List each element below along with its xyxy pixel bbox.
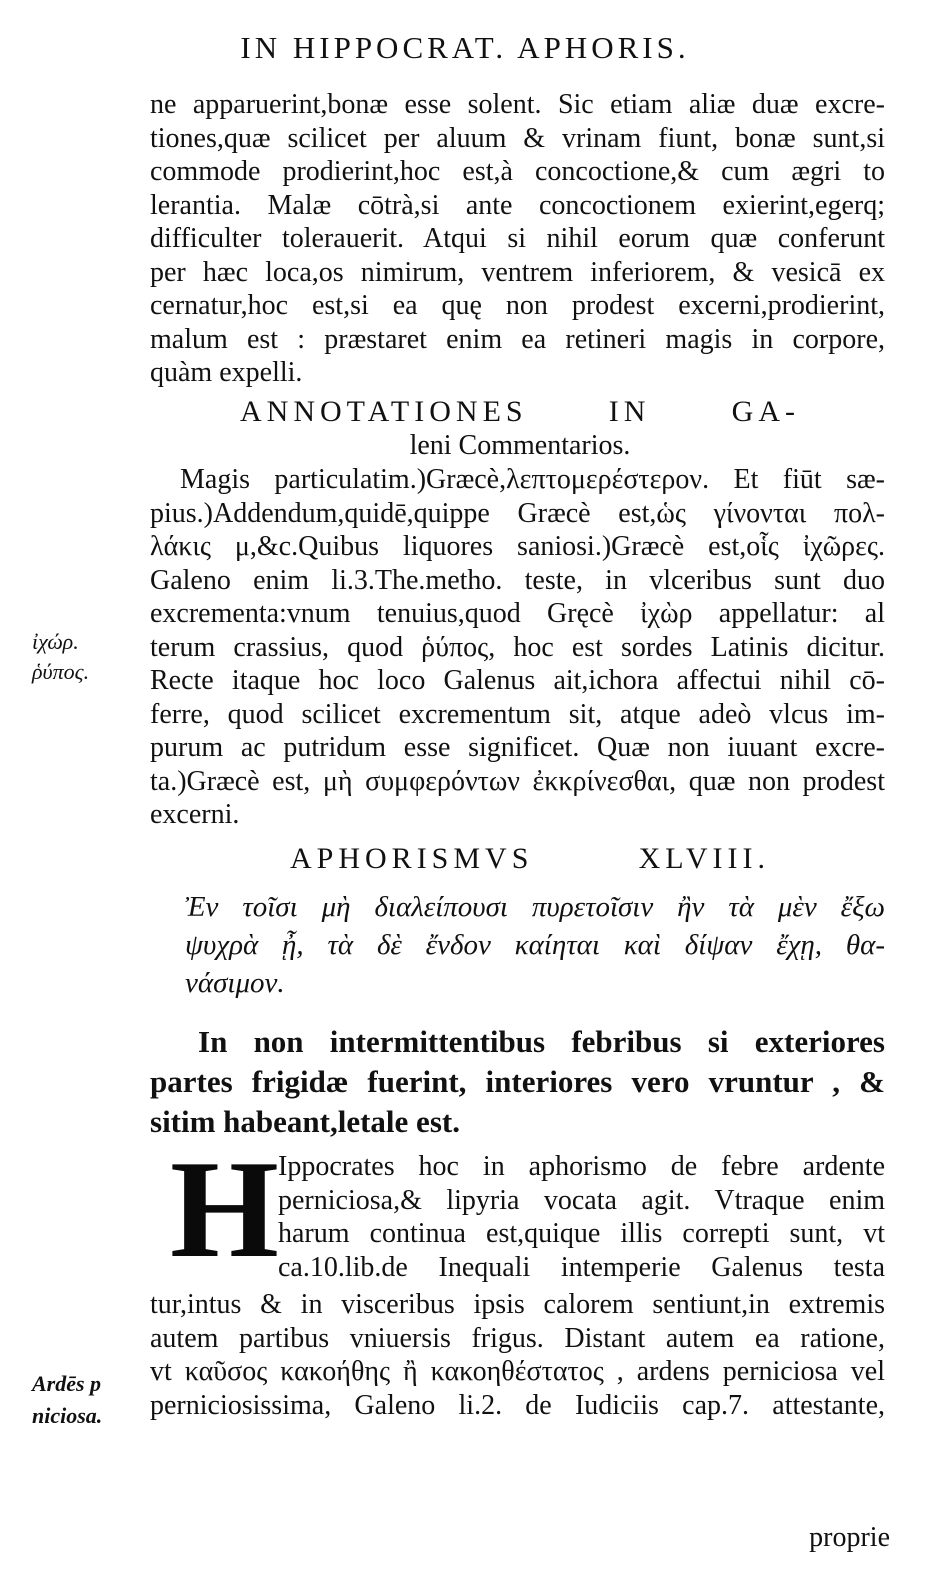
text-line: perniciosa,& lipyria vocata agit. Vtraque enim [278, 1184, 885, 1216]
marginal-note: niciosa. [32, 1403, 103, 1428]
commentary-paragraph [150, 1288, 885, 1422]
text-line: ferre, quod scilicet excrementum sit, atque adeò vlcus im- [150, 698, 885, 730]
text-line: Recte itaque hoc loco Galenus ait,ichora affectui nihil cō- [150, 665, 885, 696]
running-head: IN HIPPOCRAT. APHORIS. [240, 30, 690, 65]
latin-line: In non intermittentibus febribus si exteriores [198, 1024, 885, 1059]
text-line: lerantia. Malæ cōtrà,si ante concoctionem exierint,egerq; [150, 189, 885, 221]
greek-line: ψυχρὰ ᾖ, τὰ δὲ ἔνδον καίηται καὶ δίψαν ἔχῃ, θα- [185, 929, 885, 961]
text-line: purum ac putridum esse significet. Quæ non iuuant excre- [150, 732, 885, 763]
catchword: proprie [809, 1522, 890, 1553]
text-line: malum est : præstaret enim ea retineri magis in corpore, [150, 323, 885, 355]
aphorism-heading-block [290, 842, 770, 876]
text-line: difficulter tolerauerit. Atqui si nihil eorum quæ conferunt [150, 223, 885, 254]
text-line: tiones,quæ scilicet per aluum & vrinam fiunt, bonæ sunt,si [150, 122, 885, 154]
text-line: ne apparuerint,bonæ esse solent. Sic etiam aliæ duæ excre- [150, 89, 885, 120]
text-line: quàm expelli. [150, 357, 303, 388]
section-heading: ANNOTATIONES IN GA- [240, 395, 800, 428]
text-line: autem partibus vniuersis frigus. Distant autem ea ratione, [150, 1322, 885, 1354]
drop-cap-initial: H [170, 1132, 279, 1287]
text-line: ca.10.lib.de Inequali intemperie Galenus testa [278, 1251, 885, 1283]
marginal-note: ἰχώρ. [32, 629, 79, 654]
text-line: pius.)Addendum,quidē,quippe Græcè est,ὡς γίνονται πολ- [150, 497, 885, 529]
text-line: Galeno enim li.3.The.metho. teste, in vlceribus sunt duo [150, 564, 885, 596]
latin-line: partes frigidæ fuerint, interiores vero vruntur , & [150, 1064, 885, 1099]
text-line: commode prodierint,hoc est,à concoctione,& cum ægri to [150, 156, 885, 187]
text-line: tur,intus & in visceribus ipsis calorem sentiunt,in extremis [150, 1289, 885, 1320]
annotations-heading [240, 395, 800, 462]
text-line: harum continua est,quique illis correpti sunt, vt [278, 1218, 885, 1249]
text-line: excerni. [150, 799, 240, 830]
commentary-indented [278, 1150, 885, 1284]
latin-aphorism [150, 1022, 885, 1142]
section-subheading: leni Commentarios. [409, 429, 631, 461]
text-line: terum crassius, quod ῥύπος, hoc est sordes Latinis dicitur. [150, 631, 885, 663]
body-paragraph [150, 88, 885, 390]
text-line: Magis particulatim.)Græcè,λεπτομερέστερον. Et fiūt sæ- [180, 464, 885, 495]
text-line: per hæc loca,os nimirum, ventrem inferiorem, & vesicā ex [150, 256, 885, 288]
greek-line: νάσιμον. [185, 967, 285, 999]
greek-aphorism [185, 888, 885, 1002]
text-line: perniciosissima, Galeno li.2. de Iudiciis cap.7. attestante, [150, 1389, 885, 1421]
text-line: λάκις μ,&c.Quibus liquores saniosi.)Græcè est,οἷς ἰχῶρες. [150, 531, 885, 562]
text-line: ta.)Græcè est, μὴ συμφερόντων ἐκκρίνεσθαι, quæ non prodest [150, 765, 885, 797]
annotations-paragraph [150, 463, 885, 832]
greek-line: Ἐν τοῖσι μὴ διαλείπουσι πυρετοῖσιν ἢν τὰ μὲν ἔξω [185, 891, 885, 923]
text-line: cernatur,hoc est,si ea quę non prodest excerni,prodierint, [150, 290, 885, 321]
latin-line: sitim habeant,letale est. [150, 1104, 460, 1139]
text-line: excrementa:vnum tenuius,quod Gręcè ἰχὼρ appellatur: al [150, 598, 885, 629]
text-line: Ippocrates hoc in aphorismo de febre ardente [278, 1151, 885, 1182]
text-line: vt καῦσος κακοήθης ἢ κακοηθέστατος , ardens perniciosa vel [150, 1356, 885, 1387]
aphorism-heading: APHORISMVS XLVIII. [290, 842, 770, 875]
marginal-note: ῥύπος. [32, 659, 90, 684]
marginal-note: Ardēs p [32, 1371, 102, 1396]
